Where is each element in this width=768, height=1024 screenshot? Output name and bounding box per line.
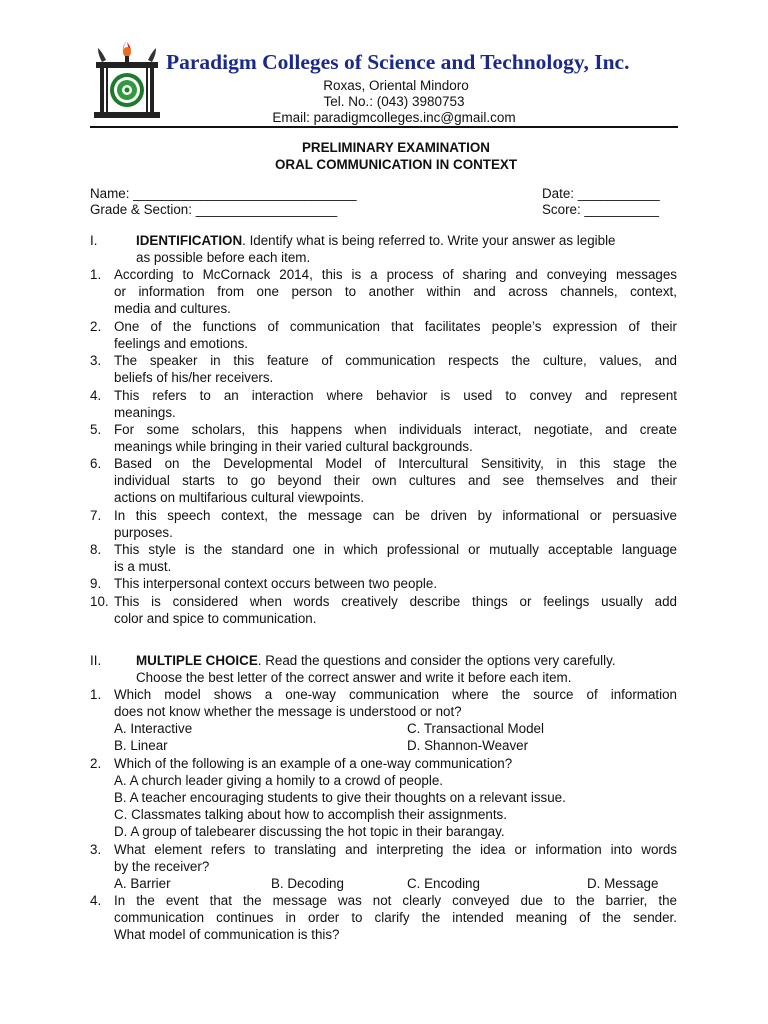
item-text-line: meanings.: [114, 405, 176, 420]
item-text-line: beliefs of his/her receivers.: [114, 370, 274, 385]
item-text-line: This interpersonal context occurs between two people.: [114, 576, 438, 591]
score-field[interactable]: Score: __________: [542, 202, 659, 217]
section1-heading: IDENTIFICATION: [136, 233, 243, 248]
question-number: 3.: [90, 842, 102, 857]
item-number: 9.: [90, 576, 102, 591]
option-a: A. A church leader giving a homily to a crowd of people.: [114, 773, 444, 788]
item-text-line: actions on multifarious cultural viewpoints.: [114, 490, 365, 505]
item-text-line: For some scholars, this happens when individuals interact, negotiate, and create: [114, 422, 677, 437]
exam-subject: ORAL COMMUNICATION IN CONTEXT: [274, 157, 517, 172]
question-text-line: does not know whether the message is understood or not?: [114, 704, 462, 719]
school-telephone: Tel. No.: (043) 3980753: [323, 94, 465, 109]
grade-section-field[interactable]: Grade & Section: ___________________: [90, 202, 338, 217]
item-number: 2.: [90, 319, 102, 334]
question-text-line: by the receiver?: [114, 859, 210, 874]
item-number: 1.: [90, 267, 102, 282]
option-c: C. Encoding: [407, 876, 480, 891]
item-text-line: purposes.: [114, 525, 173, 540]
item-text-line: According to McCornack 2014, this is a process of sharing and conveying messages: [114, 267, 677, 282]
section1-instruction-line1: [136, 232, 616, 249]
item-text-line: or information from one person to another within and across channels, context,: [114, 284, 677, 299]
exam-title: PRELIMINARY EXAMINATION: [302, 140, 490, 155]
item-text-line: This is considered when words creatively describe things or feelings usually add: [114, 594, 677, 609]
item-text-line: is a must.: [114, 559, 172, 574]
item-number: 10.: [90, 594, 109, 609]
section1-instruction: . Identify what is being referred to. Write your answer as legible: [242, 233, 616, 248]
name-field[interactable]: Name: ______________________________: [90, 186, 357, 201]
option-b: B. Linear: [114, 738, 168, 753]
item-number: 8.: [90, 542, 102, 557]
option-a: A. Barrier: [114, 876, 171, 891]
section1-roman: I.: [90, 233, 98, 248]
item-text-line: meanings while bringing in their varied cultural backgrounds.: [114, 439, 473, 454]
item-text-line: One of the functions of communication that facilitates people’s expression of their: [114, 319, 677, 334]
item-text-line: color and spice to communication.: [114, 611, 317, 626]
header-divider: [90, 126, 678, 128]
question-text-line: In the event that the message was not clearly conveyed due to the barrier, the: [114, 893, 677, 908]
school-email: Email: paradigmcolleges.inc@gmail.com: [272, 110, 516, 125]
option-c: C. Transactional Model: [407, 721, 544, 736]
school-address: Roxas, Oriental Mindoro: [323, 78, 469, 93]
option-d: D. Message: [587, 876, 659, 891]
question-text-line: What model of communication is this?: [114, 927, 340, 942]
item-number: 3.: [90, 353, 102, 368]
section2-instruction: . Read the questions and consider the options very carefully.: [257, 653, 616, 668]
item-number: 5.: [90, 422, 102, 437]
question-text-line: Which of the following is an example of a one-way communication?: [114, 756, 513, 771]
question-text-line: What element refers to translating and interpreting the idea or information into words: [114, 842, 677, 857]
item-text-line: Based on the Developmental Model of Intercultural Sensitivity, in this stage the: [114, 456, 677, 471]
option-d: D. A group of talebearer discussing the hot topic in their barangay.: [114, 824, 505, 839]
item-text-line: feelings and emotions.: [114, 336, 248, 351]
section2-roman: II.: [90, 653, 102, 668]
question-number: 1.: [90, 687, 102, 702]
question-number: 2.: [90, 756, 102, 771]
item-text-line: individual starts to go beyond their own cultures and see themselves and their: [114, 473, 677, 488]
section2-instruction-line2: Choose the best letter of the correct answer and write it before each item.: [136, 670, 572, 685]
item-number: 7.: [90, 508, 102, 523]
section2-heading: MULTIPLE CHOICE: [136, 653, 258, 668]
option-b: B. Decoding: [271, 876, 344, 891]
option-c: C. Classmates talking about how to accomplish their assignments.: [114, 807, 507, 822]
item-text-line: This style is the standard one in which professional or mutually acceptable language: [114, 542, 677, 557]
date-field[interactable]: Date: ___________: [542, 186, 660, 201]
school-name: Paradigm Colleges of Science and Technology, Inc.: [166, 50, 630, 74]
item-text-line: In this speech context, the message can be driven by informational or persuasive: [114, 508, 677, 523]
section2-instruction-line1: [136, 652, 616, 669]
item-text-line: The speaker in this feature of communication respects the culture, values, and: [114, 353, 677, 368]
question-number: 4.: [90, 893, 102, 908]
option-d: D. Shannon-Weaver: [407, 738, 529, 753]
item-number: 6.: [90, 456, 102, 471]
option-b: B. A teacher encouraging students to give their thoughts on a relevant issue.: [114, 790, 566, 805]
item-text-line: This refers to an interaction where behavior is used to convey and represent: [114, 388, 677, 403]
item-text-line: media and cultures.: [114, 301, 231, 316]
section1-instruction-line2: as possible before each item.: [136, 250, 311, 265]
item-number: 4.: [90, 388, 102, 403]
question-text-line: communication continues in order to clarify the intended meaning of the sender.: [114, 910, 677, 925]
option-a: A. Interactive: [114, 721, 193, 736]
question-text-line: Which model shows a one-way communication where the source of information: [114, 687, 677, 702]
